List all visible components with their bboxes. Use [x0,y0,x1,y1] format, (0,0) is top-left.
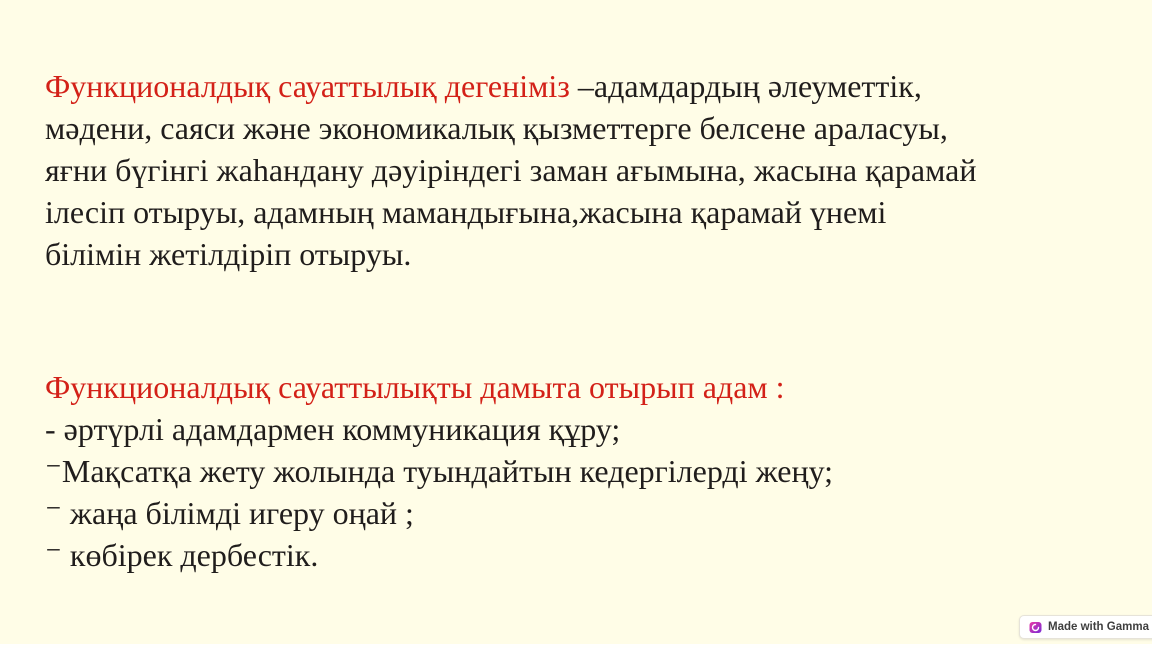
development-bullet-1: - әртүрлі адамдармен коммуникация құру; [45,411,621,447]
definition-line-5: білімін жетілдіріп отыруы. [45,236,412,272]
definition-line-1 [45,65,1132,107]
definition-lead-text: Функционалдық сауаттылық дегеніміз [45,68,578,104]
definition-line-3: яғни бүгінгі жаһандану дәуіріндегі заман ағымына, жасына қарамай [45,152,977,188]
made-with-gamma-badge[interactable] [1019,615,1152,639]
development-bullet-3: ⁻ жаңа білімді игеру оңай ; [45,495,414,531]
definition-line-2: мәдени, саяси және экономикалық қызметтерге белсене араласуы, [45,110,948,146]
bottom-edge-strip [0,644,1152,648]
definition-line-4: ілесіп отыруы, адамның мамандығына,жасына қарамай үнемі [45,194,887,230]
made-with-gamma-label: Made with Gamma [1048,621,1149,633]
definition-paragraph [45,65,1132,275]
development-bullet-4: ⁻ көбірек дербестік. [45,537,319,573]
development-bullet-2: ⁻Мақсатқа жету жолында туындайтын кедергілерді жеңу; [45,453,834,489]
definition-line-1-rest: –адамдардың әлеуметтік, [577,68,922,104]
development-paragraph [45,366,1132,576]
development-heading: Функционалдық сауаттылықты дамыта отырып адам : [45,369,785,405]
gamma-logo-icon [1029,621,1042,634]
